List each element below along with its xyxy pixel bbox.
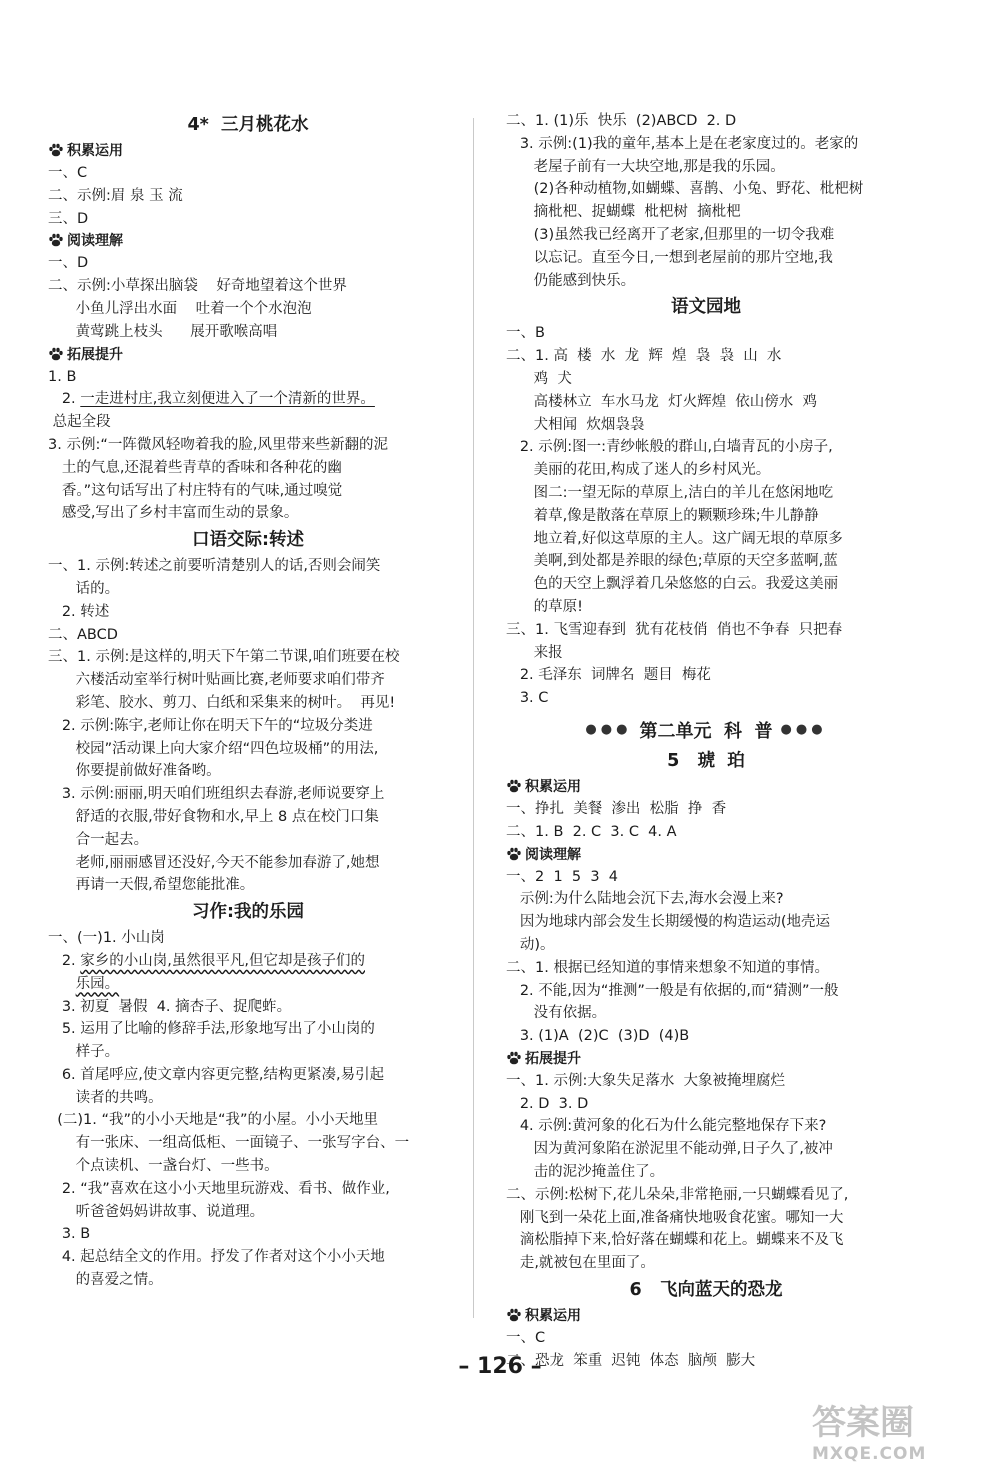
answer-line: 2. 一走进村庄,我立刻便进入了一个清新的世界。 — [48, 391, 375, 408]
answer-line: 的草原! — [506, 598, 583, 615]
answer-line: 合一起去。 — [48, 831, 149, 848]
answer-line: 地立着,好似这草原的主人。这广阔无垠的草原多 — [506, 530, 843, 547]
answer-line: 3. (1)A (2)C (3)D (4)B — [506, 1028, 690, 1045]
paw-icon — [506, 1308, 522, 1322]
writing-title: 习作:我的乐园 — [192, 902, 304, 923]
answer-line: 2. D 3. D — [506, 1095, 589, 1112]
answer-line: 2. 家乡的小山岗,虽然很平凡,但它却是孩子们的 — [48, 952, 365, 969]
page-number: – 126 – — [458, 1354, 542, 1379]
answer-line: 总起全段 — [48, 414, 111, 431]
answer-line: 3. C — [506, 690, 549, 707]
answer-line: 美丽的花田,构成了迷人的乡村风光。 — [506, 462, 771, 479]
answer-line: 校园”活动课上向大家介绍“四色垃圾桶”的用法, — [48, 740, 379, 757]
answer-line: 彩笔、胶水、剪刀、白纸和采集来的树叶。 再见! — [48, 694, 396, 711]
answer-line: 2. 转述 — [48, 603, 110, 620]
answer-line: 摘枇杷、捉蝴蝶 枇杷树 摘枇杷 — [506, 204, 741, 221]
answer-line: 因为黄河象陷在淤泥里不能动弹,日子久了,被冲 — [506, 1141, 833, 1158]
answer-line: 示例:为什么陆地会沉下去,海水会漫上来? — [506, 891, 784, 908]
answer-line: 2. 毛泽东 词牌名 题目 梅花 — [506, 667, 711, 684]
answer-line: 滴松脂掉下来,恰好落在蝴蝶和花上。蝴蝶来不及飞 — [506, 1232, 844, 1249]
answer-line: 再请一天假,希望您能批准。 — [48, 877, 255, 894]
answer-line: 三、D — [48, 210, 89, 227]
paw-icon — [48, 233, 64, 247]
answer-line: 着草,像是散落在草原上的颗颗珍珠;牛儿静静 — [506, 507, 819, 524]
answer-line: 一、1. 示例:大象失足落水 大象被掩埋腐烂 — [506, 1072, 786, 1089]
lesson-4-title: 4* 三月桃花水 — [187, 115, 309, 135]
paw-icon — [48, 347, 64, 361]
unit-banner — [506, 716, 906, 744]
underlined-sentence: 一走进村庄,我立刻便进入了一个清新的世界。 — [80, 391, 375, 408]
paw-icon — [48, 143, 64, 157]
answer-line: 小鱼儿浮出水面 吐着一个个水泡泡 — [48, 300, 312, 317]
answer-line: 一、(一)1. 小山岗 — [48, 930, 165, 947]
paw-icon — [506, 847, 522, 861]
answer-line: 感受,写出了乡村丰富而生动的景象。 — [48, 505, 299, 522]
wavy-underlined-sentence: 乐园。 — [75, 975, 120, 992]
lesson-6-title: 6 飞向蓝天的恐龙 — [629, 1280, 783, 1301]
answer-line: (二)1. “我”的小小天地是“我”的小屋。小小天地里 — [48, 1112, 379, 1129]
answer-line: 来报 — [506, 644, 563, 661]
section-heading-yuedu: 阅读理解 — [506, 844, 906, 866]
garden-title: 语文园地 — [671, 297, 741, 318]
answer-line: 二、1. 根据已经知道的事情来想象不知道的事情。 — [506, 959, 829, 976]
answer-line: 一、D — [48, 255, 89, 272]
answer-line: 二、1. 高 楼 水 龙 辉 煌 袅 袅 山 水 — [506, 348, 782, 365]
answer-line: 动)。 — [506, 936, 555, 953]
answer-line: 二、示例:小草探出脑袋 好奇地望着这个世界 — [48, 278, 347, 295]
answer-line: 个点读机、一盏台灯、一些书。 — [48, 1158, 279, 1175]
answer-line: 2. 不能,因为“推测”一般是有依据的,而“猜测”一般 — [506, 982, 839, 999]
section-heading-jilei: 积累运用 — [48, 140, 448, 162]
answer-line: 一、1. 示例:转述之前要听清楚别人的话,否则会闹笑 — [48, 558, 381, 575]
answer-line: 听爸爸妈妈讲故事、说道理。 — [48, 1203, 265, 1220]
answer-line: 舒适的衣服,带好食物和水,早上 8 点在校门口集 — [48, 808, 379, 825]
answer-line: 4. 起总结全文的作用。抒发了作者对这个小小天地 — [48, 1249, 385, 1266]
answer-line: 以忘记。直至今日,一想到老屋前的那片空地,我 — [506, 249, 833, 266]
answer-line: 有一张床、一组高低柜、一面镜子、一张写字台、一 — [48, 1135, 410, 1152]
decor-dots: ●●● — [585, 722, 632, 738]
answer-line: 2. “我”喜欢在这小小天地里玩游戏、看书、做作业, — [48, 1180, 390, 1197]
answer-line: 击的泥沙掩盖住了。 — [506, 1164, 665, 1181]
answer-line: 一、C — [506, 1330, 546, 1347]
answer-line: 一、B — [506, 325, 545, 342]
oral-title: 口语交际:转述 — [192, 530, 304, 551]
answer-line: 色的天空上飘浮着几朵悠悠的白云。我爱这美丽 — [506, 576, 839, 593]
answer-line: 样子。 — [48, 1044, 120, 1061]
answer-line: 4. 示例:黄河象的化石为什么能完整地保存下来? — [506, 1118, 827, 1135]
answer-line: 美啊,到处都是养眼的绿色;草原的天空多蓝啊,蓝 — [506, 553, 838, 570]
answer-line: 鸡 犬 — [506, 370, 572, 387]
answer-line: 读者的共鸣。 — [48, 1089, 163, 1106]
answer-line: 犬相闻 炊烟袅袅 — [506, 416, 645, 433]
answer-line: 你要提前做好准备哟。 — [48, 763, 221, 780]
answer-line: 二、示例:眉 泉 玉 流 — [48, 187, 183, 204]
answer-line: 刚飞到一朵花上面,准备痛快地吸食花蜜。哪知一大 — [506, 1209, 844, 1226]
answer-line: 高楼林立 车水马龙 灯火辉煌 依山傍水 鸡 — [506, 393, 818, 410]
answer-line: 的喜爱之情。 — [48, 1272, 163, 1289]
answer-line: 六楼活动室举行树叶贴画比赛,老师要求咱们带齐 — [48, 672, 385, 689]
answer-line: 没有依据。 — [506, 1005, 607, 1022]
section-heading-jilei: 积累运用 — [506, 1305, 906, 1327]
answer-line: 走,就被包在里面了。 — [506, 1255, 655, 1272]
answer-line: 仍能感到快乐。 — [506, 272, 636, 289]
answer-line: 三、1. 示例:是这样的,明天下午第二节课,咱们班要在校 — [48, 649, 400, 666]
lesson-5-title: 5 琥 珀 — [667, 750, 745, 771]
answer-line: 一、2 1 5 3 4 — [506, 868, 618, 885]
unit-title: 第二单元 科 普 — [639, 720, 773, 742]
answer-line: 2. 示例:图一:青纱帐般的群山,白墙青瓦的小房子, — [506, 439, 833, 456]
answer-line: 5. 运用了比喻的修辞手法,形象地写出了小山岗的 — [48, 1021, 375, 1038]
answer-line: (3)虽然我已经离开了老家,但那里的一切令我难 — [506, 226, 835, 243]
answer-line: 土的气息,还混着些青草的香味和各种花的幽 — [48, 459, 342, 476]
answer-line: 图二:一望无际的草原上,洁白的羊儿在悠闲地吃 — [506, 484, 834, 501]
paw-icon — [506, 1051, 522, 1065]
wavy-underlined-sentence: 家乡的小山岗,虽然很平凡,但它却是孩子们的 — [80, 952, 365, 969]
answer-line: (2)各种动植物,如蝴蝶、喜鹊、小兔、野花、枇杷树 — [506, 181, 864, 198]
answer-line: 一、C — [48, 165, 88, 181]
column-divider — [473, 118, 474, 1318]
answer-line: 三、1. 飞雪迎春到 犹有花枝俏 俏也不争春 只把春 — [506, 621, 843, 638]
answer-line: 二、恐龙 笨重 迟钝 体态 脑颅 膨大 — [506, 1352, 756, 1369]
answer-line: 2. 示例:陈宇,老师让你在明天下午的“垃圾分类进 — [48, 717, 373, 734]
section-heading-jilei: 积累运用 — [506, 776, 906, 798]
answer-line — [48, 973, 448, 996]
answer-line: 黄莺跳上枝头 展开歌喉高唱 — [48, 323, 278, 340]
answer-line: 老屋子前有一大块空地,那是我的乐园。 — [506, 158, 785, 175]
answer-line: 二、1. B 2. C 3. C 4. A — [506, 823, 677, 840]
answer-line: 6. 首尾呼应,使文章内容更完整,结构更紧凑,易引起 — [48, 1066, 385, 1083]
answer-line: 3. 示例:丽丽,明天咱们班组织去春游,老师说要穿上 — [48, 786, 385, 803]
left-column — [48, 110, 448, 1292]
answer-line: 老师,丽丽感冒还没好,今天不能参加春游了,她想 — [48, 854, 380, 871]
answer-line: 3. 示例:“一阵微风轻吻着我的脸,风里带来些新翻的泥 — [48, 436, 388, 453]
paw-icon — [506, 779, 522, 793]
answer-line: 3. 初夏 暑假 4. 摘杏子、捉爬蚱。 — [48, 998, 292, 1015]
answer-line: 1. B — [48, 368, 77, 385]
answer-line: 二、示例:松树下,花儿朵朵,非常艳丽,一只蝴蝶看见了, — [506, 1186, 849, 1203]
answer-line: 因为地球内部会发生长期缓慢的构造运动(地壳运 — [506, 914, 830, 931]
answer-line: 香。”这句话写出了村庄特有的气味,通过嗅觉 — [48, 482, 343, 499]
answer-line: 话的。 — [48, 580, 120, 597]
answer-line: 二、1. (1)乐 快乐 (2)ABCD 2. D — [506, 113, 737, 129]
section-heading-yuedu: 阅读理解 — [48, 230, 448, 252]
answer-line: 3. B — [48, 1226, 91, 1243]
answer-line: 3. 示例:(1)我的童年,基本上是在老家度过的。老家的 — [506, 135, 859, 152]
decor-dots: ●●● — [780, 722, 827, 738]
section-heading-tuozhan: 拓展提升 — [48, 344, 448, 366]
answer-line: 一、挣扎 美餐 渗出 松脂 挣 香 — [506, 800, 727, 817]
answer-line: 二、ABCD — [48, 626, 118, 643]
right-column — [506, 110, 906, 1373]
section-heading-tuozhan: 拓展提升 — [506, 1048, 906, 1070]
watermark-logo: 答案圈 MXQE.COM — [812, 1403, 927, 1464]
